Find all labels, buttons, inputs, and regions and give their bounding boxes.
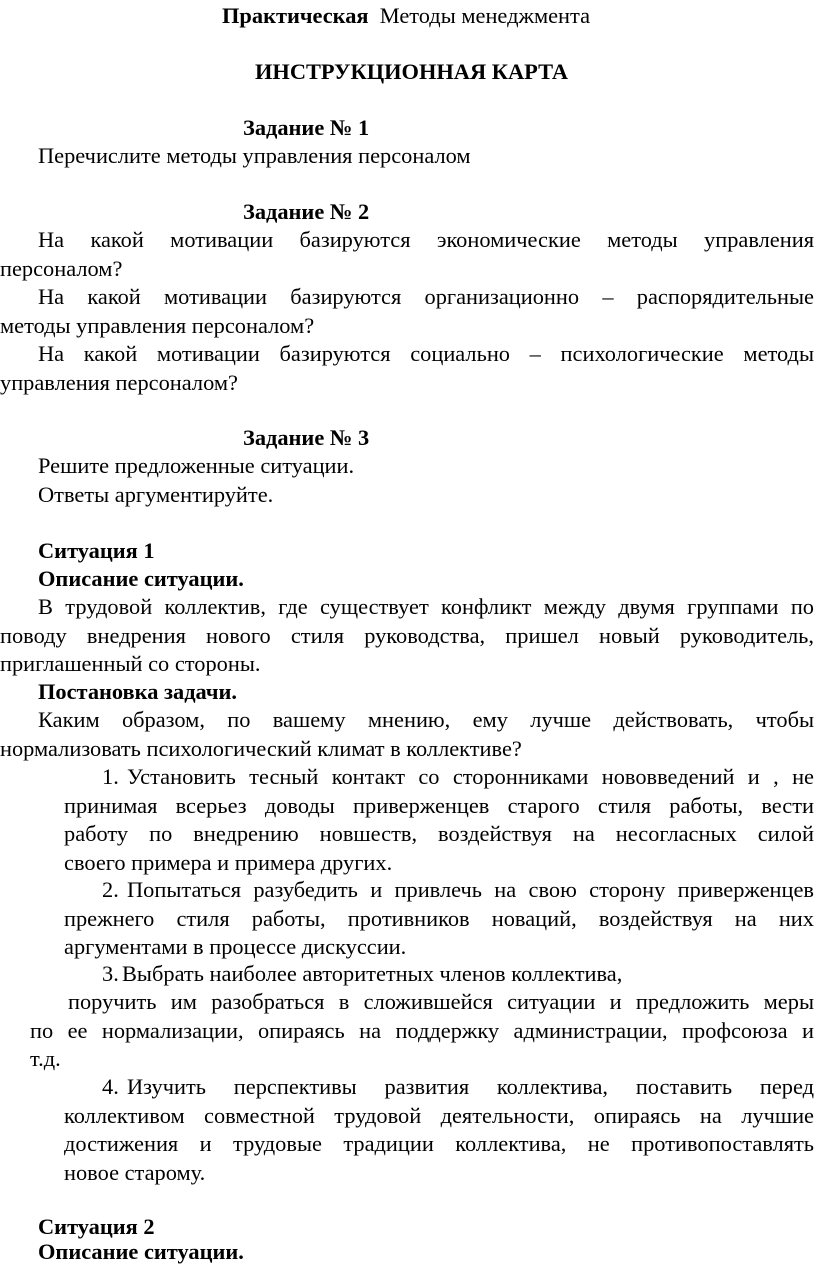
header-practical: Практическая	[222, 3, 369, 28]
option4-text	[64, 1073, 814, 1187]
option3-line3: по ее нормализации, опираясь на поддержку администрации, профсоюза и	[30, 1017, 814, 1043]
situation1-description	[0, 593, 814, 679]
option4-line1: Изучить перспективы развития коллектива, поставить перед	[127, 1074, 814, 1099]
task2-heading: Задание № 2	[243, 199, 370, 224]
situation2-heading: Ситуация 2	[38, 1214, 155, 1239]
situation1-heading: Ситуация 1	[38, 538, 155, 563]
option1-line4: своего примера и примера других.	[64, 849, 393, 875]
task2-q1-line2: персоналом?	[0, 255, 123, 281]
header-subject: Методы менеджмента	[379, 3, 591, 28]
option4-line3: достижения и трудовые традиции коллектива, не противопоставлять	[64, 1131, 814, 1157]
option3-line2: поручить им разобраться в сложившейся ситуации и предложить меры	[68, 989, 814, 1014]
situation1-desc-line2: поводу внедрения нового стиля руководства, пришел новый руководитель,	[0, 622, 814, 648]
task3-line1: Решите предложенные ситуации.	[38, 453, 355, 478]
option2-line1: Попытаться разубедить и привлечь на свою сторону приверженцев	[127, 877, 814, 902]
option4-number: 4.	[102, 1074, 119, 1099]
situation1-desc-line1: В трудовой коллектив, где существует конфликт между двумя группами по	[38, 594, 814, 619]
task2-q3-line2: управления персоналом?	[0, 369, 238, 395]
task3-heading: Задание № 3	[243, 425, 370, 450]
option2-line2: прежнего стиля работы, противников новаций, воздействуя на них	[64, 905, 814, 931]
option2-text	[64, 876, 814, 962]
option1-line1: Установить тесный контакт со сторонниками нововведений и , не	[127, 764, 814, 789]
task2-q1-line1: На какой мотивации базируются экономические методы управления	[38, 227, 814, 252]
situation1-task-heading: Постановка задачи.	[38, 679, 237, 704]
task3-line2: Ответы аргументируйте.	[38, 482, 274, 507]
situation1-desc-line3: приглашенный со стороны.	[0, 651, 261, 677]
situation1-task-line1: Каким образом, по вашему мнению, ему лучше действовать, чтобы	[38, 707, 814, 732]
option4-line4: новое старому.	[64, 1159, 206, 1185]
option3-number: 3.	[102, 961, 119, 986]
option3-text	[30, 988, 814, 1074]
option3-line4: т.д.	[30, 1046, 61, 1072]
option4-line2: коллективом совместной трудовой деятельности, опираясь на лучшие	[64, 1102, 814, 1128]
option1-line3: работу по внедрению новшеств, воздействуя на несогласных силой	[64, 821, 814, 847]
task1-heading: Задание № 1	[243, 115, 370, 140]
header-line	[222, 2, 590, 30]
situation1-task	[0, 706, 814, 763]
task2-q2-line1: На какой мотивации базируются организационно – распорядительные	[38, 284, 814, 309]
task2-q3-line1: На какой мотивации базируются социально – психологические методы	[38, 341, 814, 366]
document-title: ИНСТРУКЦИОННАЯ КАРТА	[255, 59, 569, 84]
task2-question-3	[0, 340, 814, 397]
option1-line2: принимая всерьез доводы приверженцев старого стиля работы, вести	[64, 792, 814, 818]
situation1-description-heading: Описание ситуации.	[38, 566, 244, 591]
situation2-description-heading: Описание ситуации.	[38, 1239, 244, 1264]
situation1-task-line2: нормализовать психологический климат в коллективе?	[0, 735, 522, 761]
option3-line1: Выбрать наиболее авторитетных членов коллектива,	[122, 961, 623, 986]
option2-number: 2.	[102, 877, 119, 902]
option1-number: 1.	[102, 764, 119, 789]
task1-text: Перечислите методы управления персоналом	[38, 143, 471, 168]
task2-question-1	[0, 226, 814, 283]
task2-q2-line2: методы управления персоналом?	[0, 312, 315, 338]
task2-question-2	[0, 283, 814, 340]
option2-line3: аргументами в процессе дискуссии.	[64, 934, 407, 960]
option1-text	[64, 763, 814, 877]
